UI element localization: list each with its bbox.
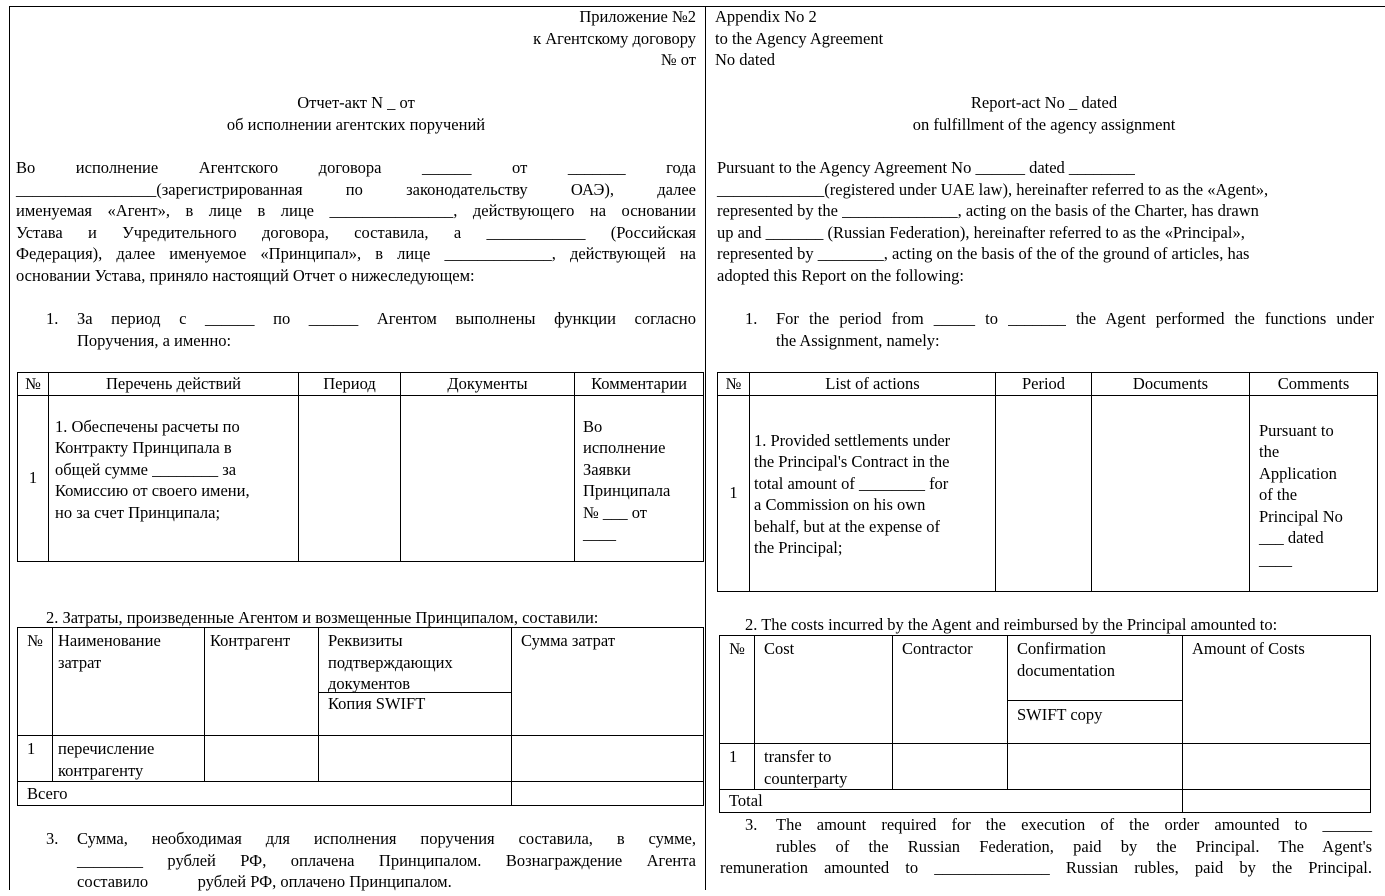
ru-costs-table — [17, 627, 704, 806]
ru-costs-row-number: 1 — [18, 736, 53, 782]
en-costs-total-value — [1183, 790, 1371, 813]
ru-intro-line: основании Устава, приняло настоящий Отчет о нижеследующем: — [16, 265, 475, 285]
en-costs-col-docs-line: documentation — [1017, 660, 1116, 680]
ru-costs-col-docs-line: Реквизиты — [328, 631, 403, 650]
ru-row-actions — [49, 395, 299, 561]
table-row — [18, 395, 704, 561]
ru-comment-line: Заявки — [583, 459, 631, 479]
en-costs-row-docs — [1008, 744, 1183, 790]
ru-intro-paragraph — [16, 157, 696, 286]
en-action-line: 1. Provided settlements under — [754, 430, 951, 450]
table-row — [18, 736, 704, 782]
en-item3-line: remuneration amounted to ______________ Russian rubles, paid by the Principal. — [720, 858, 1372, 877]
ru-actions-table — [17, 372, 704, 562]
en-comment-line: Principal No — [1259, 506, 1343, 526]
en-action-line: the Principal's Contract in the — [754, 452, 950, 471]
en-intro-line: Pursuant to the Agency Agreement No ______ dated ________ — [717, 158, 1135, 177]
ru-costs-total-value — [512, 782, 704, 806]
ru-col-number: № — [18, 373, 49, 396]
ru-appendix-header — [400, 6, 696, 71]
en-comment-line: of the — [1259, 485, 1298, 504]
ru-item3-line: Сумма, необходимая для исполнения поручения составила, в сумме, — [77, 829, 696, 848]
en-intro-line: up and _______ (Russian Federation), hereinafter referred to as the «Principal», — [717, 222, 1245, 242]
en-costs-table — [719, 635, 1371, 813]
en-item3-last-wrapper — [720, 857, 1372, 879]
en-col-number: № — [718, 373, 750, 396]
en-action-line: the Principal; — [754, 538, 843, 557]
ru-intro-line: Федерация), далее именуемое «Принципал», в лице _____________, действующей на — [16, 244, 696, 263]
en-action-line: a Commission on his own — [754, 495, 926, 514]
en-costs-row-contractor — [893, 744, 1008, 790]
en-costs-row-name-line: counterparty — [764, 768, 848, 788]
ru-costs-row-sum — [512, 736, 704, 782]
ru-title-line: об исполнении агентских поручений — [226, 114, 486, 134]
ru-costs-col-contractor: Контрагент — [205, 628, 319, 736]
ru-header-line: Приложение №2 — [579, 7, 696, 26]
en-costs-col-swift: SWIFT copy — [1008, 700, 1182, 726]
ru-comment-line: исполнение — [583, 438, 666, 457]
ru-action-line: Комиссию от своего имени, — [55, 481, 250, 500]
en-costs-col-sum: Amount of Costs — [1183, 636, 1371, 744]
en-comment-line: ____ — [1259, 549, 1292, 569]
ru-intro-line: Во исполнение Агентского договора ______ от _______ года — [16, 158, 696, 177]
ru-costs-total-label: Всего — [18, 782, 512, 806]
ru-costs-row-name-line: перечисление — [58, 739, 155, 758]
en-costs-col-number: № — [720, 636, 755, 744]
ru-costs-col-docs-line: документов — [328, 674, 411, 693]
en-action-line: behalf, but at the expense of — [754, 516, 941, 536]
ru-col-period: Период — [299, 373, 401, 396]
en-header-line: No dated — [715, 50, 776, 69]
en-intro-line: represented by ________, acting on the basis of the of the ground of articles, has — [717, 244, 1250, 263]
ru-item2-text: 2. Затраты, произведенные Агентом и возмещенные Принципалом, составили: — [46, 608, 599, 627]
en-comment-line: Application — [1259, 463, 1337, 483]
en-col-documents: Documents — [1092, 373, 1250, 396]
ru-col-actions: Перечень действий — [49, 373, 299, 396]
en-item1-text — [776, 308, 1374, 351]
en-intro-line: represented by the ______________, acting on the basis of the Charter, has drawn — [717, 201, 1259, 220]
ru-col-documents: Документы — [401, 373, 575, 396]
en-intro-line: _____________(registered under UAE law), hereinafter referred to as the «Agent», — [717, 179, 1269, 199]
ru-item1-line: Поручения, а именно: — [77, 330, 232, 350]
ru-row-documents — [401, 395, 575, 561]
ru-comment-line: Во — [583, 416, 603, 436]
en-item3-line: rubles of the Russian Federation, paid by the Principal. The Agent's — [776, 836, 1372, 856]
en-title-line: on fulfillment of the agency assignment — [912, 114, 1176, 134]
ru-comment-line: ____ — [583, 524, 616, 543]
en-costs-total-row — [720, 790, 1371, 813]
ru-costs-col-name — [53, 628, 205, 736]
en-row-comments — [1250, 395, 1378, 591]
ru-intro-line: именуемая «Агент», в лице в лице _______________, действующего на основании — [16, 201, 696, 220]
en-costs-col-docs — [1008, 636, 1183, 744]
en-item3-line: The amount required for the execution of the order amounted to ______ — [776, 815, 1372, 834]
en-actions-table — [717, 372, 1378, 592]
ru-costs-header-row — [18, 628, 704, 736]
ru-item3-text — [77, 828, 696, 893]
en-costs-header-row — [720, 636, 1371, 744]
ru-item3-line: составило рублей РФ, оплачено Принципалом. — [77, 872, 452, 891]
ru-costs-col-sum: Сумма затрат — [512, 628, 704, 736]
ru-costs-row-docs — [319, 736, 512, 782]
ru-costs-col-docs-line: подтверждающих — [328, 652, 453, 672]
en-row-number: 1 — [718, 395, 750, 591]
ru-report-title — [16, 92, 696, 135]
ru-costs-row-contractor — [205, 736, 319, 782]
en-costs-row-number: 1 — [720, 744, 755, 790]
en-costs-row-sum — [1183, 744, 1371, 790]
en-costs-col-name: Cost — [755, 636, 893, 744]
en-costs-row-name — [755, 744, 893, 790]
ru-costs-col-swift: Копия SWIFT — [319, 692, 511, 715]
ru-costs-col-name-line: Наименование — [58, 631, 161, 650]
en-row-documents — [1092, 395, 1250, 591]
ru-action-line: 1. Обеспечены расчеты по — [55, 416, 240, 436]
en-intro-line: adopted this Report on the following: — [717, 265, 965, 285]
ru-actions-header-row — [18, 373, 704, 396]
ru-costs-col-docs — [319, 628, 512, 736]
en-row-actions — [750, 395, 996, 591]
ru-item1-number: 1. — [46, 309, 59, 328]
ru-costs-total-row — [18, 782, 704, 806]
en-costs-col-docs-line: Confirmation — [1017, 639, 1106, 658]
en-action-line: total amount of ________ for — [754, 473, 949, 493]
ru-item3-line: ________ рублей РФ, оплачена Принципалом. Вознаграждение Агента — [77, 850, 696, 870]
en-report-title — [706, 92, 1382, 135]
ru-costs-row-name-line: контрагенту — [58, 760, 144, 780]
ru-row-period — [299, 395, 401, 561]
ru-costs-col-number: № — [18, 628, 53, 736]
ru-action-line: но за счет Принципала; — [55, 502, 221, 522]
en-item1-line: For the period from _____ to _______ the Agent performed the functions under — [776, 309, 1374, 328]
ru-item1-line: За период с ______ по ______ Агентом выполнены функции согласно — [77, 309, 696, 328]
en-col-comments: Comments — [1250, 373, 1378, 396]
ru-costs-row-name — [53, 736, 205, 782]
ru-title-line: Отчет-акт N _ от — [297, 93, 415, 112]
ru-intro-line: Устава и Учредительного договора, составила, а ____________ (Российская — [16, 222, 696, 242]
ru-col-comments: Комментарии — [575, 373, 704, 396]
table-row — [718, 395, 1378, 591]
ru-comment-line: № ___ от — [583, 502, 647, 522]
ru-action-line: общей сумме ________ за — [55, 459, 237, 479]
en-appendix-header — [715, 6, 1015, 71]
ru-header-line: № от — [660, 50, 696, 69]
en-intro-paragraph — [717, 157, 1355, 286]
ru-costs-col-name-line: затрат — [58, 652, 102, 672]
en-costs-total-label: Total — [720, 790, 1183, 813]
en-costs-col-contractor: Contractor — [893, 636, 1008, 744]
ru-item1-text — [77, 308, 696, 351]
en-comment-line: the — [1259, 442, 1280, 461]
en-actions-header-row — [718, 373, 1378, 396]
en-title-line: Report-act No _ dated — [970, 93, 1118, 112]
en-item2-text: 2. The costs incurred by the Agent and reimbursed by the Principal amounted to: — [745, 615, 1278, 634]
en-col-period: Period — [996, 373, 1092, 396]
en-item1-number: 1. — [745, 309, 758, 328]
ru-action-line: Контракту Принципала в — [55, 438, 232, 457]
ru-intro-line: _________________(зарегистрированная по законодательству ОАЭ), далее — [16, 179, 696, 199]
ru-comment-line: Принципала — [583, 481, 671, 500]
ru-row-comments — [575, 395, 704, 561]
ru-row-number: 1 — [18, 395, 49, 561]
table-row — [720, 744, 1371, 790]
en-header-line: to the Agency Agreement — [715, 28, 884, 48]
en-costs-row-name-line: transfer to — [764, 747, 832, 766]
ru-header-line: к Агентскому договору — [533, 28, 696, 48]
en-comment-line: ___ dated — [1259, 528, 1324, 547]
en-row-period — [996, 395, 1092, 591]
en-item3-text — [776, 814, 1372, 857]
ru-item3-number: 3. — [46, 829, 59, 848]
en-item3-number: 3. — [745, 815, 758, 834]
en-col-actions: List of actions — [750, 373, 996, 396]
en-comment-line: Pursuant to — [1259, 420, 1334, 440]
en-item1-line: the Assignment, namely: — [776, 330, 940, 350]
en-header-line: Appendix No 2 — [715, 7, 817, 26]
